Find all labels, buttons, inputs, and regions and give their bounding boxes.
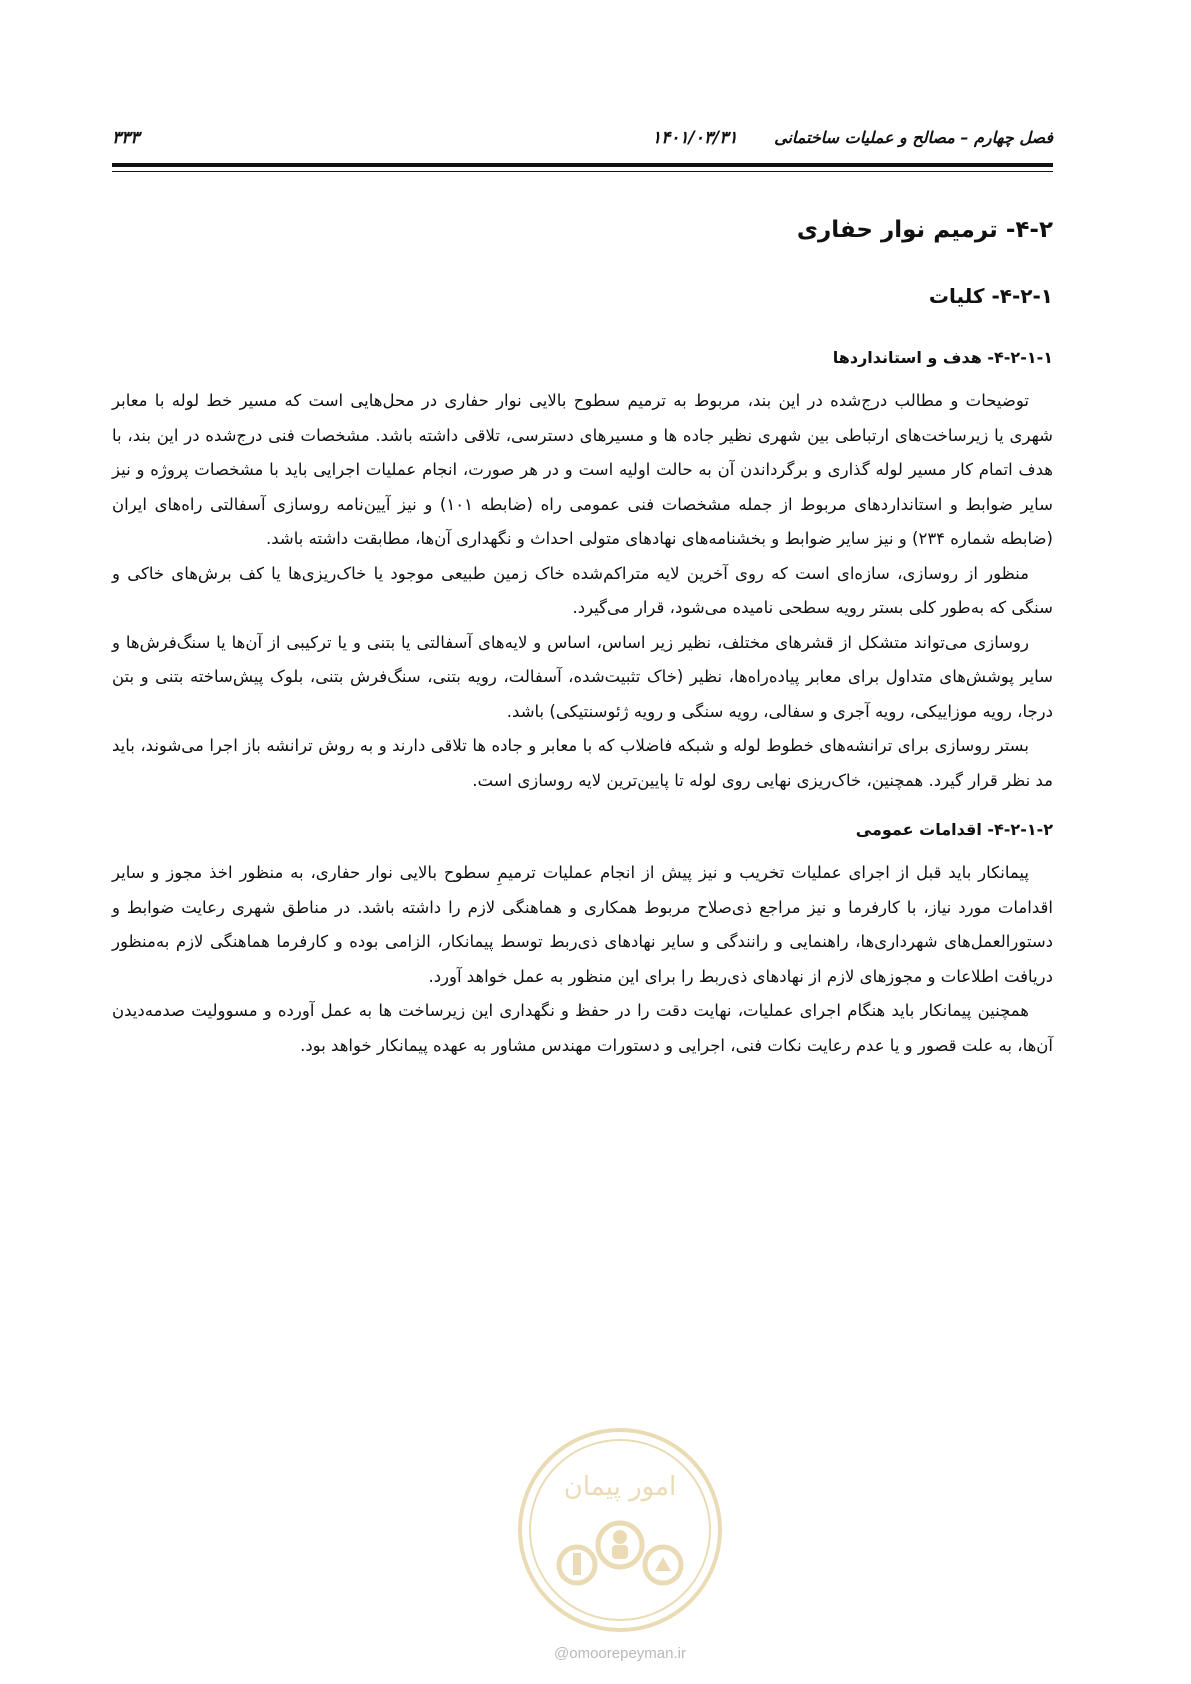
page-header: [112, 128, 1053, 156]
page-content: [112, 210, 1053, 1063]
section-title: ۴-۲- ترمیم نوار حفاری: [796, 217, 1053, 243]
paragraph: منظور از روسازی، سازه‌ای است که روی آخرین لایه متراکم‌شده خاک زمین طبیعی موجود یا خاک‌ریزی‌ها یا کف برش‌های خاکی و سنگی که به‌طور کلی بستر رویه سطحی نامیده می‌شود، قرار می‌گیرد.: [112, 563, 1053, 617]
header-rule-thin: [112, 171, 1053, 172]
paragraph: همچنین پیمانکار باید هنگام اجرای عملیات، نهایت دقت را در حفظ و نگهداری این زیرساخت ها به عمل آورده و مسوولیت صدمه‌دیدن آن‌ها، به علت قصور و یا عدم رعایت نکات فنی، اجرایی و دستورات مهندس مشاور به عهده پیمانکار خواهد بود.: [112, 1001, 1053, 1055]
part-title-general-measures: ۴-۲-۱-۲- اقدامات عمومی: [855, 820, 1053, 839]
part-title-goals-standards: ۴-۲-۱-۱- هدف و استانداردها: [832, 348, 1053, 367]
chapter-title: فصل چهارم – مصالح و عملیات ساختمانی: [774, 128, 1053, 147]
watermark-logo: [515, 1425, 725, 1635]
paragraph: پیمانکار باید قبل از اجرای عملیات تخریب و نیز پیش از انجام عملیات ترمیمِ سطوح بالایی نوار حفاری، به منظور اخذ مجوز و سایر اقدامات مورد نیاز، با کارفرما و نیز مراجع ذی‌صلاح مربوط همکاری و هماهنگی لازم را داشته باشد. در مناطق شهری رعایت ضوابط و دستورالعمل‌های شهرداری‌ها، راهنمایی و رانندگی و سایر نهادهای ذی‌ربط توسط پیمانکار، الزامی بوده و کارفرما هماهنگی لازم به‌منظور دریافت اطلاعات و مجوزهای لازم از نهادهای ذی‌ربط را برای این منظور به عمل خواهد آورد.: [112, 863, 1053, 986]
page-number: ۳۳۳: [112, 128, 140, 148]
paragraph: روسازی می‌تواند متشکل از قشرهای مختلف، نظیر زیر اساس، اساس و لایه‌های آسفالتی یا بتنی و یا ترکیبی از آن‌ها یا سنگ‌فرش‌ها و سایر پوشش‌های متداول برای معابر پیاده‌راه‌ها، نظیر (خاک تثبیت‌شده، آسفالت، رویه بتنی، سنگ‌فرش بتنی، بلوک پیش‌ساخته بتنی و بتن درجا، رویه موزاییکی، رویه آجری و سفالی، رویه سنگی و رویه ژئوسنتیکی) باشد.: [112, 632, 1053, 721]
header-date: ۱۴۰۱/۰۳/۳۱: [652, 128, 738, 148]
watermark-logo-text: امور پیمان: [563, 1472, 677, 1502]
header-rule-thick: [112, 163, 1053, 167]
watermark-website: @omoorepeyman.ir: [554, 1645, 686, 1662]
paragraph: توضیحات و مطالب درج‌شده در این بند، مربوط به ترمیم سطوح بالایی نوار حفاری در محل‌هایی است که مسیر خط لوله با معابر شهری یا زیرساخت‌های ارتباطی بین شهری نظیر جاده ها و مسیرهای دسترسی، تلاقی داشته باشد. مشخصات فنی درج‌شده در این بند، با هدف اتمام کار مسیر لوله گذاری و برگرداندن آن به حالت اولیه است و در هر صورت، انجام عملیات اجرایی باید با مشخصات پروژه و نیز سایر ضوابط و استانداردهای مربوط از جمله مشخصات فنی عمومی راه (ضابطه ۱۰۱) و نیز آیین‌نامه روسازی آسفالتی راه‌های ایران (ضابطه شماره ۲۳۴) و نیز سایر ضوابط و بخشنامه‌های نهادهای متولی احداث و نگهداری آن‌ها، مطابقت داشته باشد.: [112, 391, 1053, 548]
subsection-title: ۴-۲-۱- کلیات: [928, 284, 1053, 308]
paragraph: بستر روسازی برای ترانشه‌های خطوط لوله و شبکه فاضلاب که با معابر و جاده ها تلاقی دارند و به روش ترانشه باز اجرا می‌شوند، باید مد نظر قرار گیرد. همچنین، خاک‌ریزی نهایی روی لوله تا پایین‌ترین لایه روسازی است.: [112, 736, 1053, 790]
